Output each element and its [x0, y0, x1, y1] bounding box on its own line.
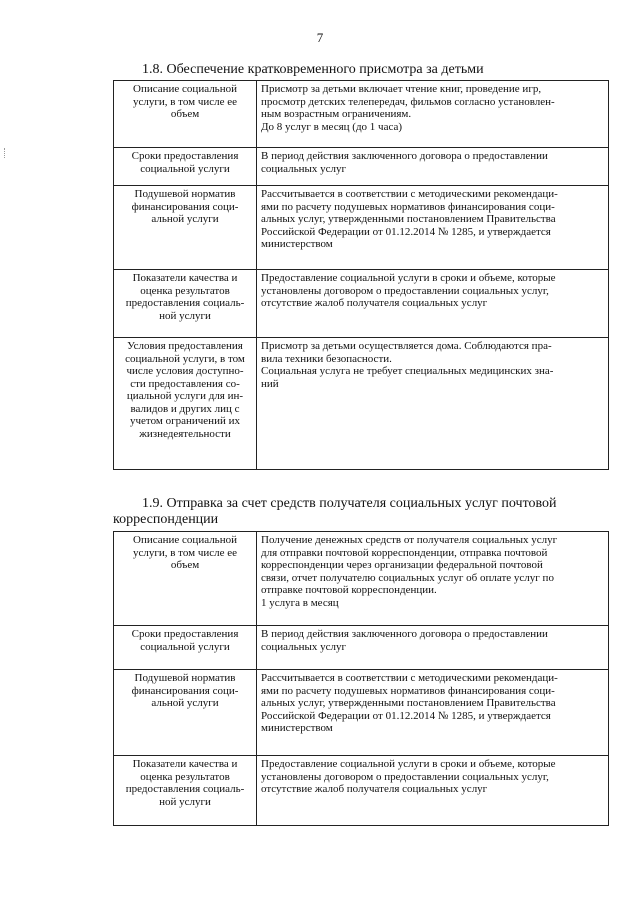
section-heading-line-1: 1.9. Отправка за счет средств получателя социальных услуг почтовой: [142, 496, 557, 511]
label-line: Условия предоставления: [127, 340, 243, 352]
section-title-1-8: [113, 62, 610, 78]
service-table-1-8: [113, 80, 609, 470]
label-line: Описание социальной: [133, 534, 237, 546]
label-line: Показатели качества и: [132, 758, 238, 770]
table-row: [114, 148, 609, 186]
label-line: социальной услуги, в том: [125, 352, 245, 365]
row-label-financing: [114, 186, 257, 270]
table-row: [114, 81, 609, 148]
value-line: альных услуг, утвержденными постановлением Правительства: [261, 213, 556, 225]
value-line: установлены договором о предоставлении социальных услуг,: [261, 284, 549, 297]
value-line: отсутствие жалоб получателя социальных услуг: [261, 783, 488, 795]
label-line: Показатели качества и: [132, 272, 238, 284]
value-line: Рассчитывается в соответствии с методическими рекомендаци-: [261, 672, 558, 684]
label-line: Сроки предоставления: [131, 628, 239, 640]
row-value-financing: [257, 670, 609, 756]
label-line: предоставления социаль-: [125, 783, 245, 795]
row-label-quality: [114, 756, 257, 826]
row-value-terms: [257, 626, 609, 670]
value-line: корреспонденции через организации федеральной почтовой: [261, 559, 543, 571]
label-line: объем: [170, 108, 200, 120]
label-line: ной услуги: [159, 795, 211, 808]
label-line: ной услуги: [159, 309, 211, 322]
label-line: альной услуги: [151, 213, 219, 225]
label-line: Сроки предоставления: [131, 150, 239, 162]
value-line: Получение денежных средств от получателя социальных услуг: [261, 534, 558, 546]
value-line: ями по расчету подушевых нормативов финансирования соци-: [261, 684, 555, 697]
row-value-description: [257, 532, 609, 626]
table-row: [114, 186, 609, 270]
row-label-description: [114, 532, 257, 626]
label-line: социальной услуги: [140, 162, 230, 175]
label-line: финансирования соци-: [131, 200, 239, 213]
row-label-financing: [114, 670, 257, 756]
value-line: Предоставление социальной услуги в сроки и объеме, которые: [261, 272, 556, 284]
row-label-terms: [114, 148, 257, 186]
label-line: числе условия доступно-: [126, 365, 244, 377]
table-row: [114, 626, 609, 670]
label-line: предоставления социаль-: [125, 297, 245, 309]
label-line: услуги, в том числе ее: [132, 95, 238, 108]
table-row: [114, 338, 609, 470]
value-line: министерством: [261, 238, 333, 250]
value-line: В период действия заключенного договора о предоставлении: [261, 150, 548, 162]
value-line: В период действия заключенного договора о предоставлении: [261, 628, 548, 640]
value-line: установлены договором о предоставлении социальных услуг,: [261, 770, 549, 783]
row-value-terms: [257, 148, 609, 186]
value-line: Присмотр за детьми осуществляется дома. Соблюдаются пра-: [261, 340, 552, 352]
label-line: альной услуги: [151, 697, 219, 709]
row-label-description: [114, 81, 257, 148]
value-line: До 8 услуг в месяц (до 1 часа): [261, 120, 403, 133]
label-line: социальной услуги: [140, 640, 230, 653]
label-line: Подушевой норматив: [134, 188, 236, 200]
label-line: оценка результатов: [140, 284, 230, 297]
label-line: жизнедеятельности: [139, 427, 231, 440]
value-line: связи, отчет получателю социальных услуг об оплате услуг по: [261, 571, 554, 584]
value-line: 1 услуга в месяц: [261, 596, 339, 609]
value-line: Российской Федерации от 01.12.2014 № 1285, и утверждается: [261, 709, 551, 722]
value-line: отсутствие жалоб получателя социальных услуг: [261, 297, 488, 309]
label-line: Подушевой норматив: [134, 672, 236, 684]
table-row: [114, 670, 609, 756]
value-line: альных услуг, утвержденными постановлением Правительства: [261, 697, 556, 709]
value-line: социальных услуг: [261, 162, 347, 175]
value-line: ным возрастным ограничениям.: [261, 108, 412, 120]
table-row: [114, 270, 609, 338]
label-line: сти предоставления со-: [130, 377, 240, 390]
value-line: социальных услуг: [261, 640, 347, 653]
row-label-terms: [114, 626, 257, 670]
row-label-quality: [114, 270, 257, 338]
label-line: учетом ограничений их: [130, 415, 240, 427]
label-line: финансирования соци-: [131, 684, 239, 697]
value-line: вила техники безопасности.: [261, 352, 392, 365]
section-title-1-9: [113, 496, 610, 528]
value-line: для отправки почтовой корреспонденции, отправка почтовой: [261, 546, 548, 559]
label-line: объем: [170, 559, 200, 571]
row-value-financing: [257, 186, 609, 270]
table-row: [114, 532, 609, 626]
row-value-quality: [257, 270, 609, 338]
table-row: [114, 756, 609, 826]
page-number: 7: [316, 30, 324, 45]
value-line: министерством: [261, 722, 333, 734]
scan-edge-mark: [4, 148, 9, 158]
row-label-conditions: [114, 338, 257, 470]
label-line: циальной услуги для ин-: [126, 390, 244, 402]
value-line: Присмотр за детьми включает чтение книг, проведение игр,: [261, 83, 542, 95]
section-heading-text: 1.8. Обеспечение кратковременного присмотра за детьми: [142, 62, 484, 77]
value-line: ний: [261, 377, 279, 390]
label-line: валидов и других лиц с: [130, 402, 240, 415]
value-line: Российской Федерации от 01.12.2014 № 1285, и утверждается: [261, 225, 551, 238]
row-value-quality: [257, 756, 609, 826]
value-line: Предоставление социальной услуги в сроки и объеме, которые: [261, 758, 556, 770]
value-line: Рассчитывается в соответствии с методическими рекомендаци-: [261, 188, 558, 200]
service-table-1-9: [113, 531, 609, 826]
section-heading-line-2: корреспонденции: [113, 512, 219, 527]
label-line: оценка результатов: [140, 770, 230, 783]
label-line: Описание социальной: [133, 83, 237, 95]
value-line: ями по расчету подушевых нормативов финансирования соци-: [261, 200, 555, 213]
value-line: отправке почтовой корреспонденции.: [261, 584, 437, 596]
row-value-description: [257, 81, 609, 148]
label-line: услуги, в том числе ее: [132, 546, 238, 559]
row-value-conditions: [257, 338, 609, 470]
value-line: просмотр детских телепередач, фильмов согласно установлен-: [261, 95, 555, 108]
value-line: Социальная услуга не требует специальных медицинских зна-: [261, 365, 554, 377]
